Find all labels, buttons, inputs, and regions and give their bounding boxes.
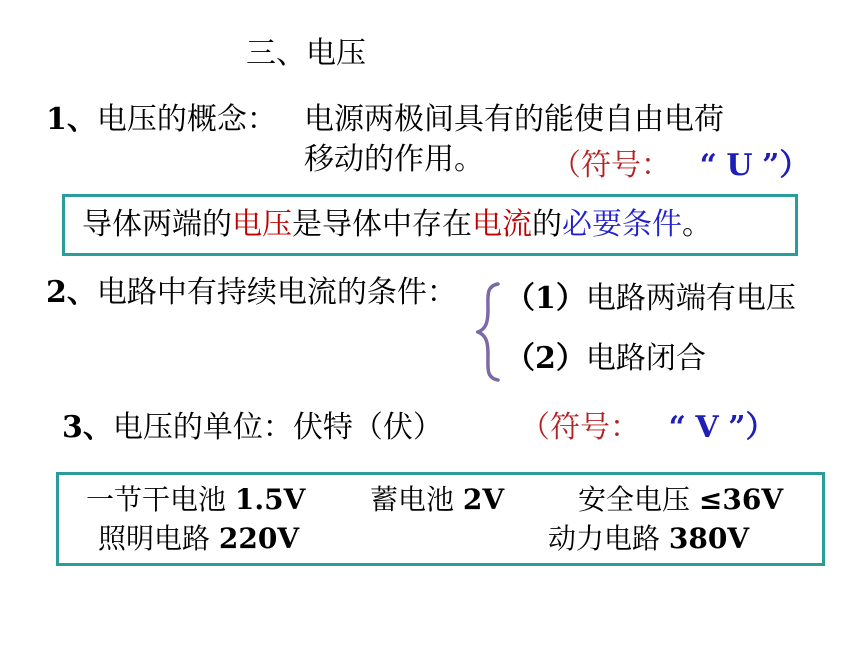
example-storage-battery	[370, 483, 504, 517]
example-label: 一节干电池	[86, 483, 235, 516]
item1-title: 电压的概念：	[96, 102, 277, 137]
curly-brace-icon	[476, 282, 504, 382]
item3-symbol-prefix: （符号：	[520, 410, 640, 445]
example-value: 2V	[462, 483, 505, 516]
item1-symbol-close-quote: ”）	[762, 148, 810, 183]
item1-number: 1、	[46, 102, 97, 137]
example-value: 220V	[218, 522, 300, 555]
item3-label	[62, 410, 443, 446]
item3-symbol-close-quote: ”）	[728, 410, 776, 445]
example-value: ≤36V	[698, 483, 784, 516]
key-statement-part: 是导体中存在	[292, 207, 472, 242]
item3-symbol-open-quote: “	[668, 410, 686, 445]
condition-1-number: （1）	[505, 281, 586, 316]
key-statement-part: 导体两端的	[82, 207, 232, 242]
item1-symbol-letter: U	[726, 148, 753, 183]
key-statement	[82, 207, 712, 243]
key-statement-part: 。	[682, 207, 712, 242]
example-value: 1.5V	[234, 483, 306, 516]
condition-2	[505, 341, 706, 377]
current-term: 电流	[472, 207, 532, 242]
item1-definition-line1: 电源两极间具有的能使自由电荷	[304, 102, 724, 137]
item1-symbol	[551, 148, 809, 184]
example-label: 动力电路	[548, 522, 669, 555]
item2-number: 2、	[46, 275, 97, 310]
necessary-condition-term: 必要条件	[562, 207, 682, 242]
item3-symbol-letter: V	[695, 410, 719, 445]
example-label: 照明电路	[98, 522, 219, 555]
item3-symbol	[520, 410, 776, 446]
example-power-circuit	[548, 522, 749, 556]
condition-1	[505, 281, 796, 317]
example-label: 安全电压	[578, 483, 699, 516]
item2-title: 电路中有持续电流的条件：	[96, 275, 457, 310]
item1-definition-line2: 移动的作用。	[304, 142, 484, 177]
voltage-term: 电压	[232, 207, 292, 242]
item2-label	[46, 275, 457, 311]
item1-label	[46, 102, 277, 138]
example-lighting-circuit	[98, 522, 299, 556]
item1-symbol-open-quote: “	[699, 148, 717, 183]
condition-1-text: 电路两端有电压	[585, 281, 796, 316]
example-value: 380V	[668, 522, 750, 555]
example-safe-voltage	[578, 483, 783, 517]
item3-number: 3、	[62, 410, 113, 445]
example-dry-cell	[86, 483, 305, 517]
item1-symbol-prefix: （符号：	[551, 148, 671, 183]
condition-2-number: （2）	[505, 341, 586, 376]
item3-title: 电压的单位：伏特（伏）	[112, 410, 443, 445]
key-statement-part: 的	[532, 207, 562, 242]
condition-2-text: 电路闭合	[585, 341, 706, 376]
example-label: 蓄电池	[370, 483, 463, 516]
page-title: 三、电压	[246, 36, 366, 71]
